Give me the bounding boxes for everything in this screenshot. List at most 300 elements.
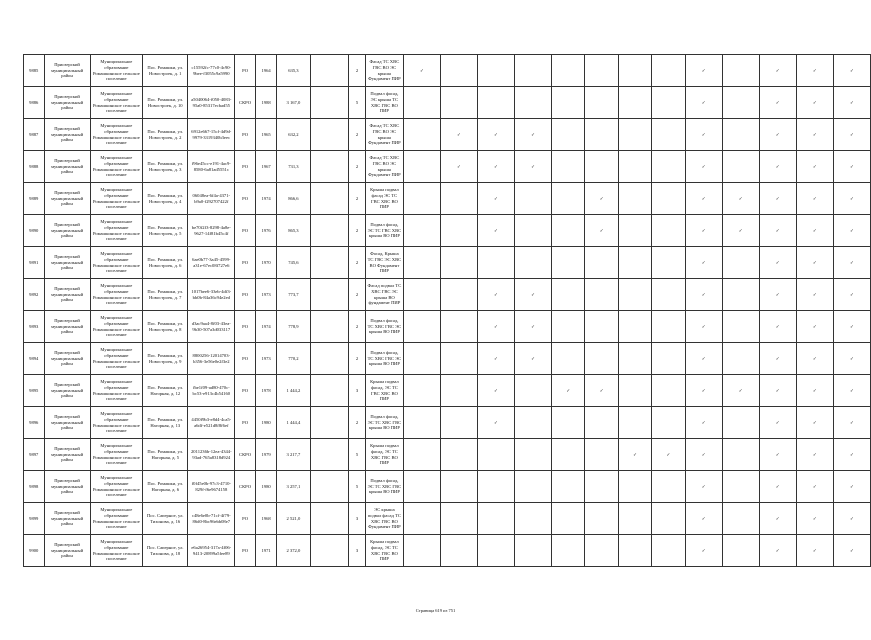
check-mark-icon: ✓ — [685, 183, 722, 215]
district-cell: Приозерский муниципальный район — [44, 279, 90, 311]
empty-check-cell — [722, 439, 759, 471]
empty-check-cell — [440, 471, 477, 503]
floors-cell: 2 — [349, 407, 366, 439]
address-cell: Пос. Ромашки, ул. Новостроек, д. 1 — [143, 55, 188, 87]
check-mark-icon: ✓ — [833, 311, 870, 343]
check-mark-icon: ✓ — [477, 119, 514, 151]
table-row — [24, 247, 871, 279]
empty-check-cell — [403, 439, 440, 471]
check-mark-icon: ✓ — [796, 407, 833, 439]
empty-check-cell — [618, 183, 651, 215]
row-number: 9900 — [24, 535, 45, 567]
empty-check-cell — [585, 247, 618, 279]
empty-check-cell — [722, 471, 759, 503]
building-type-cell: РО — [235, 375, 256, 407]
empty-check-cell — [652, 343, 685, 375]
work-types-cell: ЭС крыша подвал фасад ТС ХВС ГВС ВО Фундамент ПИР — [365, 503, 403, 535]
table-row — [24, 55, 871, 87]
floors-cell: 5 — [349, 87, 366, 119]
check-mark-icon: ✓ — [833, 247, 870, 279]
empty-cell — [310, 119, 349, 151]
empty-check-cell — [618, 279, 651, 311]
row-number: 9892 — [24, 279, 45, 311]
empty-check-cell — [722, 535, 759, 567]
building-type-cell: СКРО — [235, 87, 256, 119]
row-number: 9894 — [24, 343, 45, 375]
empty-check-cell — [652, 375, 685, 407]
municipality-cell: Муниципальное образование Ромашкинское сельское поселение — [90, 471, 143, 503]
empty-check-cell — [515, 183, 552, 215]
check-mark-icon: ✓ — [796, 119, 833, 151]
empty-check-cell — [652, 215, 685, 247]
table-row — [24, 407, 871, 439]
row-number: 9891 — [24, 247, 45, 279]
construction-year-cell: 1974 — [255, 311, 276, 343]
building-code-cell: 6ae0b77-3a45-4599-a31e-67ec08f727e6 — [188, 247, 235, 279]
check-mark-icon: ✓ — [685, 119, 722, 151]
empty-check-cell — [722, 247, 759, 279]
empty-check-cell — [652, 503, 685, 535]
building-type-cell: РО — [235, 343, 256, 375]
check-mark-icon: ✓ — [477, 183, 514, 215]
building-code-cell: 1017bee6-33eb-4df3-bb0b-84a36c94e2ed — [188, 279, 235, 311]
address-cell: Пос. Ромашки, ул. Новостроек, д. 2 — [143, 119, 188, 151]
check-mark-icon: ✓ — [585, 183, 618, 215]
empty-check-cell — [515, 215, 552, 247]
municipality-cell: Муниципальное образование Ромашкинское сельское поселение — [90, 87, 143, 119]
empty-check-cell — [585, 311, 618, 343]
registry-table-body — [24, 55, 871, 567]
empty-check-cell — [618, 503, 651, 535]
district-cell: Приозерский муниципальный район — [44, 407, 90, 439]
empty-check-cell — [515, 471, 552, 503]
construction-year-cell: 1980 — [255, 471, 276, 503]
check-mark-icon: ✓ — [685, 55, 722, 87]
empty-check-cell — [722, 55, 759, 87]
check-mark-icon: ✓ — [515, 279, 552, 311]
area-cell: 770,2 — [277, 343, 310, 375]
check-mark-icon: ✓ — [833, 375, 870, 407]
check-mark-icon: ✓ — [759, 535, 796, 567]
floors-cell: 5 — [349, 471, 366, 503]
check-mark-icon: ✓ — [685, 87, 722, 119]
empty-check-cell — [477, 247, 514, 279]
check-mark-icon: ✓ — [759, 279, 796, 311]
building-type-cell: РО — [235, 503, 256, 535]
table-row — [24, 215, 871, 247]
municipality-cell: Муниципальное образование Ромашкинское сельское поселение — [90, 407, 143, 439]
district-cell: Приозерский муниципальный район — [44, 55, 90, 87]
empty-check-cell — [652, 183, 685, 215]
check-mark-icon: ✓ — [796, 343, 833, 375]
empty-check-cell — [618, 471, 651, 503]
empty-cell — [310, 535, 349, 567]
building-code-cell: 8800256-12014703-b356-3e56e0e2f3e2 — [188, 343, 235, 375]
check-mark-icon: ✓ — [796, 55, 833, 87]
building-type-cell: РО — [235, 535, 256, 567]
empty-check-cell — [440, 183, 477, 215]
empty-check-cell — [618, 87, 651, 119]
construction-year-cell: 1988 — [255, 87, 276, 119]
check-mark-icon: ✓ — [796, 183, 833, 215]
row-number: 9897 — [24, 439, 45, 471]
check-mark-icon: ✓ — [833, 215, 870, 247]
construction-year-cell: 1968 — [255, 503, 276, 535]
table-row — [24, 375, 871, 407]
empty-check-cell — [652, 279, 685, 311]
check-mark-icon: ✓ — [833, 503, 870, 535]
check-mark-icon: ✓ — [796, 279, 833, 311]
district-cell: Приозерский муниципальный район — [44, 503, 90, 535]
check-mark-icon: ✓ — [477, 375, 514, 407]
check-mark-icon: ✓ — [477, 311, 514, 343]
empty-cell — [310, 279, 349, 311]
check-mark-icon: ✓ — [759, 55, 796, 87]
empty-check-cell — [618, 119, 651, 151]
check-mark-icon: ✓ — [652, 439, 685, 471]
district-cell: Приозерский муниципальный район — [44, 471, 90, 503]
empty-check-cell — [477, 87, 514, 119]
check-mark-icon: ✓ — [477, 215, 514, 247]
empty-check-cell — [652, 535, 685, 567]
work-types-cell: Подвал фасад, ТС ХВС ГВС ЭС крыша ВО ПИР — [365, 343, 403, 375]
empty-check-cell — [403, 535, 440, 567]
check-mark-icon: ✓ — [759, 439, 796, 471]
area-cell: 2 372,0 — [277, 535, 310, 567]
construction-year-cell: 1978 — [255, 375, 276, 407]
empty-check-cell — [585, 279, 618, 311]
municipality-cell: Муниципальное образование Ромашкинское сельское поселение — [90, 535, 143, 567]
table-row — [24, 439, 871, 471]
empty-check-cell — [552, 311, 585, 343]
check-mark-icon: ✓ — [796, 375, 833, 407]
check-mark-icon: ✓ — [833, 471, 870, 503]
building-type-cell: РО — [235, 119, 256, 151]
empty-check-cell — [477, 439, 514, 471]
empty-check-cell — [515, 55, 552, 87]
empty-check-cell — [403, 343, 440, 375]
empty-cell — [310, 87, 349, 119]
empty-cell — [310, 247, 349, 279]
check-mark-icon: ✓ — [722, 375, 759, 407]
row-number: 9885 — [24, 55, 45, 87]
row-number: 9889 — [24, 183, 45, 215]
work-types-cell: Фасад ТС ХВС ГВС ВО ЭС крыша Фундамент ПИР — [365, 119, 403, 151]
floors-cell: 3 — [349, 375, 366, 407]
address-cell: Пос. Ромашки, ул. Нагорная, д. 6 — [143, 471, 188, 503]
empty-check-cell — [618, 343, 651, 375]
check-mark-icon: ✓ — [833, 55, 870, 87]
empty-check-cell — [722, 279, 759, 311]
check-mark-icon: ✓ — [685, 375, 722, 407]
building-type-cell: СКРО — [235, 439, 256, 471]
check-mark-icon: ✓ — [759, 343, 796, 375]
area-cell: 3 167,0 — [277, 87, 310, 119]
floors-cell: 2 — [349, 311, 366, 343]
empty-check-cell — [440, 87, 477, 119]
empty-check-cell — [585, 151, 618, 183]
table-row — [24, 151, 871, 183]
table-row — [24, 119, 871, 151]
work-types-cell: Подвал фасад, ЭС ТС ХВС ГВС крыша ВО ПИР — [365, 407, 403, 439]
table-row — [24, 535, 871, 567]
empty-check-cell — [618, 55, 651, 87]
empty-check-cell — [618, 247, 651, 279]
work-types-cell: Подвал фасад, ТС ХВС ГВС ЭС крыша ВО ПИР — [365, 311, 403, 343]
empty-check-cell — [618, 151, 651, 183]
empty-cell — [310, 439, 349, 471]
municipality-cell: Муниципальное образование Ромашкинское сельское поселение — [90, 55, 143, 87]
address-cell: Пос. Ромашки, ул. Новостроек, д. 3 — [143, 151, 188, 183]
check-mark-icon: ✓ — [833, 279, 870, 311]
empty-check-cell — [652, 311, 685, 343]
municipality-cell: Муниципальное образование Ромашкинское сельское поселение — [90, 183, 143, 215]
area-cell: 745,6 — [277, 247, 310, 279]
building-code-cell: be70f2f3-8298-4a8e-9627-14f81b45c4f — [188, 215, 235, 247]
area-cell: 3 257,1 — [277, 471, 310, 503]
municipality-cell: Муниципальное образование Ромашкинское сельское поселение — [90, 375, 143, 407]
district-cell: Приозерский муниципальный район — [44, 311, 90, 343]
check-mark-icon: ✓ — [796, 151, 833, 183]
check-mark-icon: ✓ — [552, 375, 585, 407]
check-mark-icon: ✓ — [796, 503, 833, 535]
construction-year-cell: 1979 — [255, 439, 276, 471]
building-type-cell: РО — [235, 183, 256, 215]
municipality-cell: Муниципальное образование Ромашкинское сельское поселение — [90, 279, 143, 311]
work-types-cell: Подвал фасад, ЭС ТС ГВС ХВС крыша ВО ПИР — [365, 215, 403, 247]
construction-year-cell: 1973 — [255, 343, 276, 375]
empty-check-cell — [403, 215, 440, 247]
empty-cell — [310, 471, 349, 503]
empty-check-cell — [403, 375, 440, 407]
construction-year-cell: 1967 — [255, 151, 276, 183]
empty-check-cell — [652, 247, 685, 279]
check-mark-icon: ✓ — [759, 407, 796, 439]
row-number: 9888 — [24, 151, 45, 183]
empty-cell — [310, 151, 349, 183]
municipality-cell: Муниципальное образование Ромашкинское сельское поселение — [90, 215, 143, 247]
check-mark-icon: ✓ — [440, 151, 477, 183]
check-mark-icon: ✓ — [515, 151, 552, 183]
check-mark-icon: ✓ — [477, 279, 514, 311]
work-types-cell: Фасад ТС ХВС ГВС ВО ЭС крыша Фундамент ПИР — [365, 151, 403, 183]
area-cell: 731,3 — [277, 151, 310, 183]
empty-check-cell — [403, 471, 440, 503]
empty-check-cell — [440, 375, 477, 407]
building-code-cell: f96e45cc-e191-4ac9-8580-6a81ad5551c — [188, 151, 235, 183]
building-code-cell: e6a26954-317a-4f06-9413-20899a5fee89 — [188, 535, 235, 567]
area-cell: 2 521,0 — [277, 503, 310, 535]
work-types-cell: Крыша подвал фасад, ЭС ТС ХВС ГВС ВО ПИР — [365, 439, 403, 471]
check-mark-icon: ✓ — [759, 151, 796, 183]
empty-check-cell — [552, 151, 585, 183]
area-cell: 866,6 — [277, 183, 310, 215]
check-mark-icon: ✓ — [833, 183, 870, 215]
check-mark-icon: ✓ — [759, 503, 796, 535]
address-cell: Пос. Ромашки, ул. Новостроек, д. 10 — [143, 87, 188, 119]
table-row — [24, 183, 871, 215]
empty-check-cell — [585, 407, 618, 439]
table-row — [24, 311, 871, 343]
empty-check-cell — [722, 151, 759, 183]
empty-cell — [310, 375, 349, 407]
empty-check-cell — [403, 311, 440, 343]
row-number: 9893 — [24, 311, 45, 343]
empty-check-cell — [552, 503, 585, 535]
empty-check-cell — [552, 279, 585, 311]
empty-check-cell — [585, 55, 618, 87]
check-mark-icon: ✓ — [796, 439, 833, 471]
empty-check-cell — [552, 343, 585, 375]
empty-check-cell — [515, 535, 552, 567]
empty-check-cell — [722, 311, 759, 343]
area-cell: 1 444,2 — [277, 375, 310, 407]
address-cell: Пос. Ромашки, ул. Новостроек, д. 7 — [143, 279, 188, 311]
empty-check-cell — [440, 343, 477, 375]
empty-check-cell — [440, 215, 477, 247]
empty-check-cell — [552, 119, 585, 151]
district-cell: Приозерский муниципальный район — [44, 119, 90, 151]
empty-cell — [310, 503, 349, 535]
check-mark-icon: ✓ — [403, 55, 440, 87]
check-mark-icon: ✓ — [759, 311, 796, 343]
page-footer: Страница 619 из 751 — [415, 608, 456, 613]
work-types-cell: Крыша подвал фасад, ЭС ТС ГВС ХВС ВО ПИР — [365, 375, 403, 407]
row-number: 9887 — [24, 119, 45, 151]
building-type-cell: РО — [235, 407, 256, 439]
empty-check-cell — [477, 471, 514, 503]
check-mark-icon: ✓ — [833, 535, 870, 567]
check-mark-icon: ✓ — [685, 279, 722, 311]
building-type-cell: СКРО — [235, 471, 256, 503]
check-mark-icon: ✓ — [515, 343, 552, 375]
district-cell: Приозерский муниципальный район — [44, 183, 90, 215]
address-cell: Пос. Ромашки, ул. Новостроек, д. 6 — [143, 247, 188, 279]
empty-cell — [310, 407, 349, 439]
empty-check-cell — [515, 247, 552, 279]
work-types-cell: Крыша подвал фасад, ЭС ТС ХВС ГВС ВО ПИР — [365, 535, 403, 567]
check-mark-icon: ✓ — [759, 247, 796, 279]
check-mark-icon: ✓ — [685, 247, 722, 279]
empty-check-cell — [618, 407, 651, 439]
table-row — [24, 471, 871, 503]
check-mark-icon: ✓ — [618, 439, 651, 471]
empty-check-cell — [403, 183, 440, 215]
empty-check-cell — [618, 375, 651, 407]
empty-check-cell — [552, 471, 585, 503]
construction-year-cell: 1970 — [255, 247, 276, 279]
construction-year-cell: 1965 — [255, 119, 276, 151]
empty-check-cell — [552, 247, 585, 279]
check-mark-icon: ✓ — [440, 119, 477, 151]
empty-check-cell — [652, 55, 685, 87]
empty-check-cell — [585, 535, 618, 567]
construction-year-cell: 1976 — [255, 215, 276, 247]
check-mark-icon: ✓ — [685, 439, 722, 471]
address-cell: Пос. Ромашки, ул. Новостроек, д. 5 — [143, 215, 188, 247]
address-cell: Пос. Саперное, ул. Тихонова, д. 18 — [143, 535, 188, 567]
construction-year-cell: 1971 — [255, 535, 276, 567]
address-cell: Пос. Ромашки, ул. Новостроек, д. 4 — [143, 183, 188, 215]
district-cell: Приозерский муниципальный район — [44, 151, 90, 183]
building-code-cell: 06048ea-6f4a-4371-b9a0-f292707422f — [188, 183, 235, 215]
check-mark-icon: ✓ — [796, 247, 833, 279]
empty-cell — [310, 215, 349, 247]
empty-check-cell — [585, 119, 618, 151]
municipality-cell: Муниципальное образование Ромашкинское сельское поселение — [90, 247, 143, 279]
building-type-cell: РО — [235, 55, 256, 87]
check-mark-icon: ✓ — [759, 87, 796, 119]
building-code-cell: 4450f9b3-e8d4-4ca5-a6df-e521d8f8f6ef — [188, 407, 235, 439]
check-mark-icon: ✓ — [833, 343, 870, 375]
check-mark-icon: ✓ — [833, 407, 870, 439]
area-cell: 1 444,4 — [277, 407, 310, 439]
municipality-cell: Муниципальное образование Ромашкинское сельское поселение — [90, 503, 143, 535]
address-cell: Пос. Ромашки, ул. Нагорная, д. 12 — [143, 375, 188, 407]
check-mark-icon: ✓ — [685, 535, 722, 567]
empty-check-cell — [585, 343, 618, 375]
check-mark-icon: ✓ — [585, 375, 618, 407]
district-cell: Приозерский муниципальный район — [44, 535, 90, 567]
work-types-cell: Подвал фасад, ЭС ТС ХВС ГВС крыша ВО ПИР — [365, 471, 403, 503]
check-mark-icon: ✓ — [515, 119, 552, 151]
check-mark-icon: ✓ — [833, 439, 870, 471]
construction-year-cell: 1964 — [255, 55, 276, 87]
floors-cell: 2 — [349, 215, 366, 247]
empty-check-cell — [585, 87, 618, 119]
check-mark-icon: ✓ — [477, 407, 514, 439]
check-mark-icon: ✓ — [796, 311, 833, 343]
empty-check-cell — [722, 407, 759, 439]
check-mark-icon: ✓ — [796, 87, 833, 119]
municipality-cell: Муниципальное образование Ромашкинское сельское поселение — [90, 343, 143, 375]
empty-check-cell — [515, 503, 552, 535]
building-code-cell: c48e6e0b-71cf-4f79-86d0-8bc96ebb08e7 — [188, 503, 235, 535]
check-mark-icon: ✓ — [722, 215, 759, 247]
check-mark-icon: ✓ — [759, 471, 796, 503]
work-types-cell: Крыша подвал фасад ЭС ТС ГВС ХВС ВО ПИР — [365, 183, 403, 215]
floors-cell: 5 — [349, 439, 366, 471]
empty-check-cell — [652, 119, 685, 151]
registry-table — [23, 54, 871, 567]
check-mark-icon: ✓ — [796, 535, 833, 567]
building-code-cell: a5040064-f050-4083-95a0-85317ecbad55 — [188, 87, 235, 119]
area-cell: 3 217,7 — [277, 439, 310, 471]
empty-check-cell — [722, 503, 759, 535]
empty-check-cell — [722, 87, 759, 119]
empty-cell — [310, 343, 349, 375]
address-cell: Пос. Саперное, ул. Тихонова, д. 16 — [143, 503, 188, 535]
row-number: 9896 — [24, 407, 45, 439]
empty-cell — [310, 183, 349, 215]
building-code-cell: d3ac9aa4-8f03-43ea-9b30-507a3d033117 — [188, 311, 235, 343]
building-type-cell: РО — [235, 279, 256, 311]
district-cell: Приозерский муниципальный район — [44, 439, 90, 471]
check-mark-icon: ✓ — [796, 215, 833, 247]
check-mark-icon: ✓ — [796, 471, 833, 503]
check-mark-icon: ✓ — [759, 119, 796, 151]
floors-cell: 2 — [349, 183, 366, 215]
check-mark-icon: ✓ — [759, 215, 796, 247]
check-mark-icon: ✓ — [477, 151, 514, 183]
empty-check-cell — [477, 55, 514, 87]
empty-check-cell — [552, 215, 585, 247]
check-mark-icon: ✓ — [685, 311, 722, 343]
work-types-cell: Фасад ТС ХВС ГВС ВО ЭС крыша Фундамент ПИР — [365, 55, 403, 87]
floors-cell: 2 — [349, 343, 366, 375]
table-row — [24, 87, 871, 119]
registry-table-container — [23, 54, 871, 567]
